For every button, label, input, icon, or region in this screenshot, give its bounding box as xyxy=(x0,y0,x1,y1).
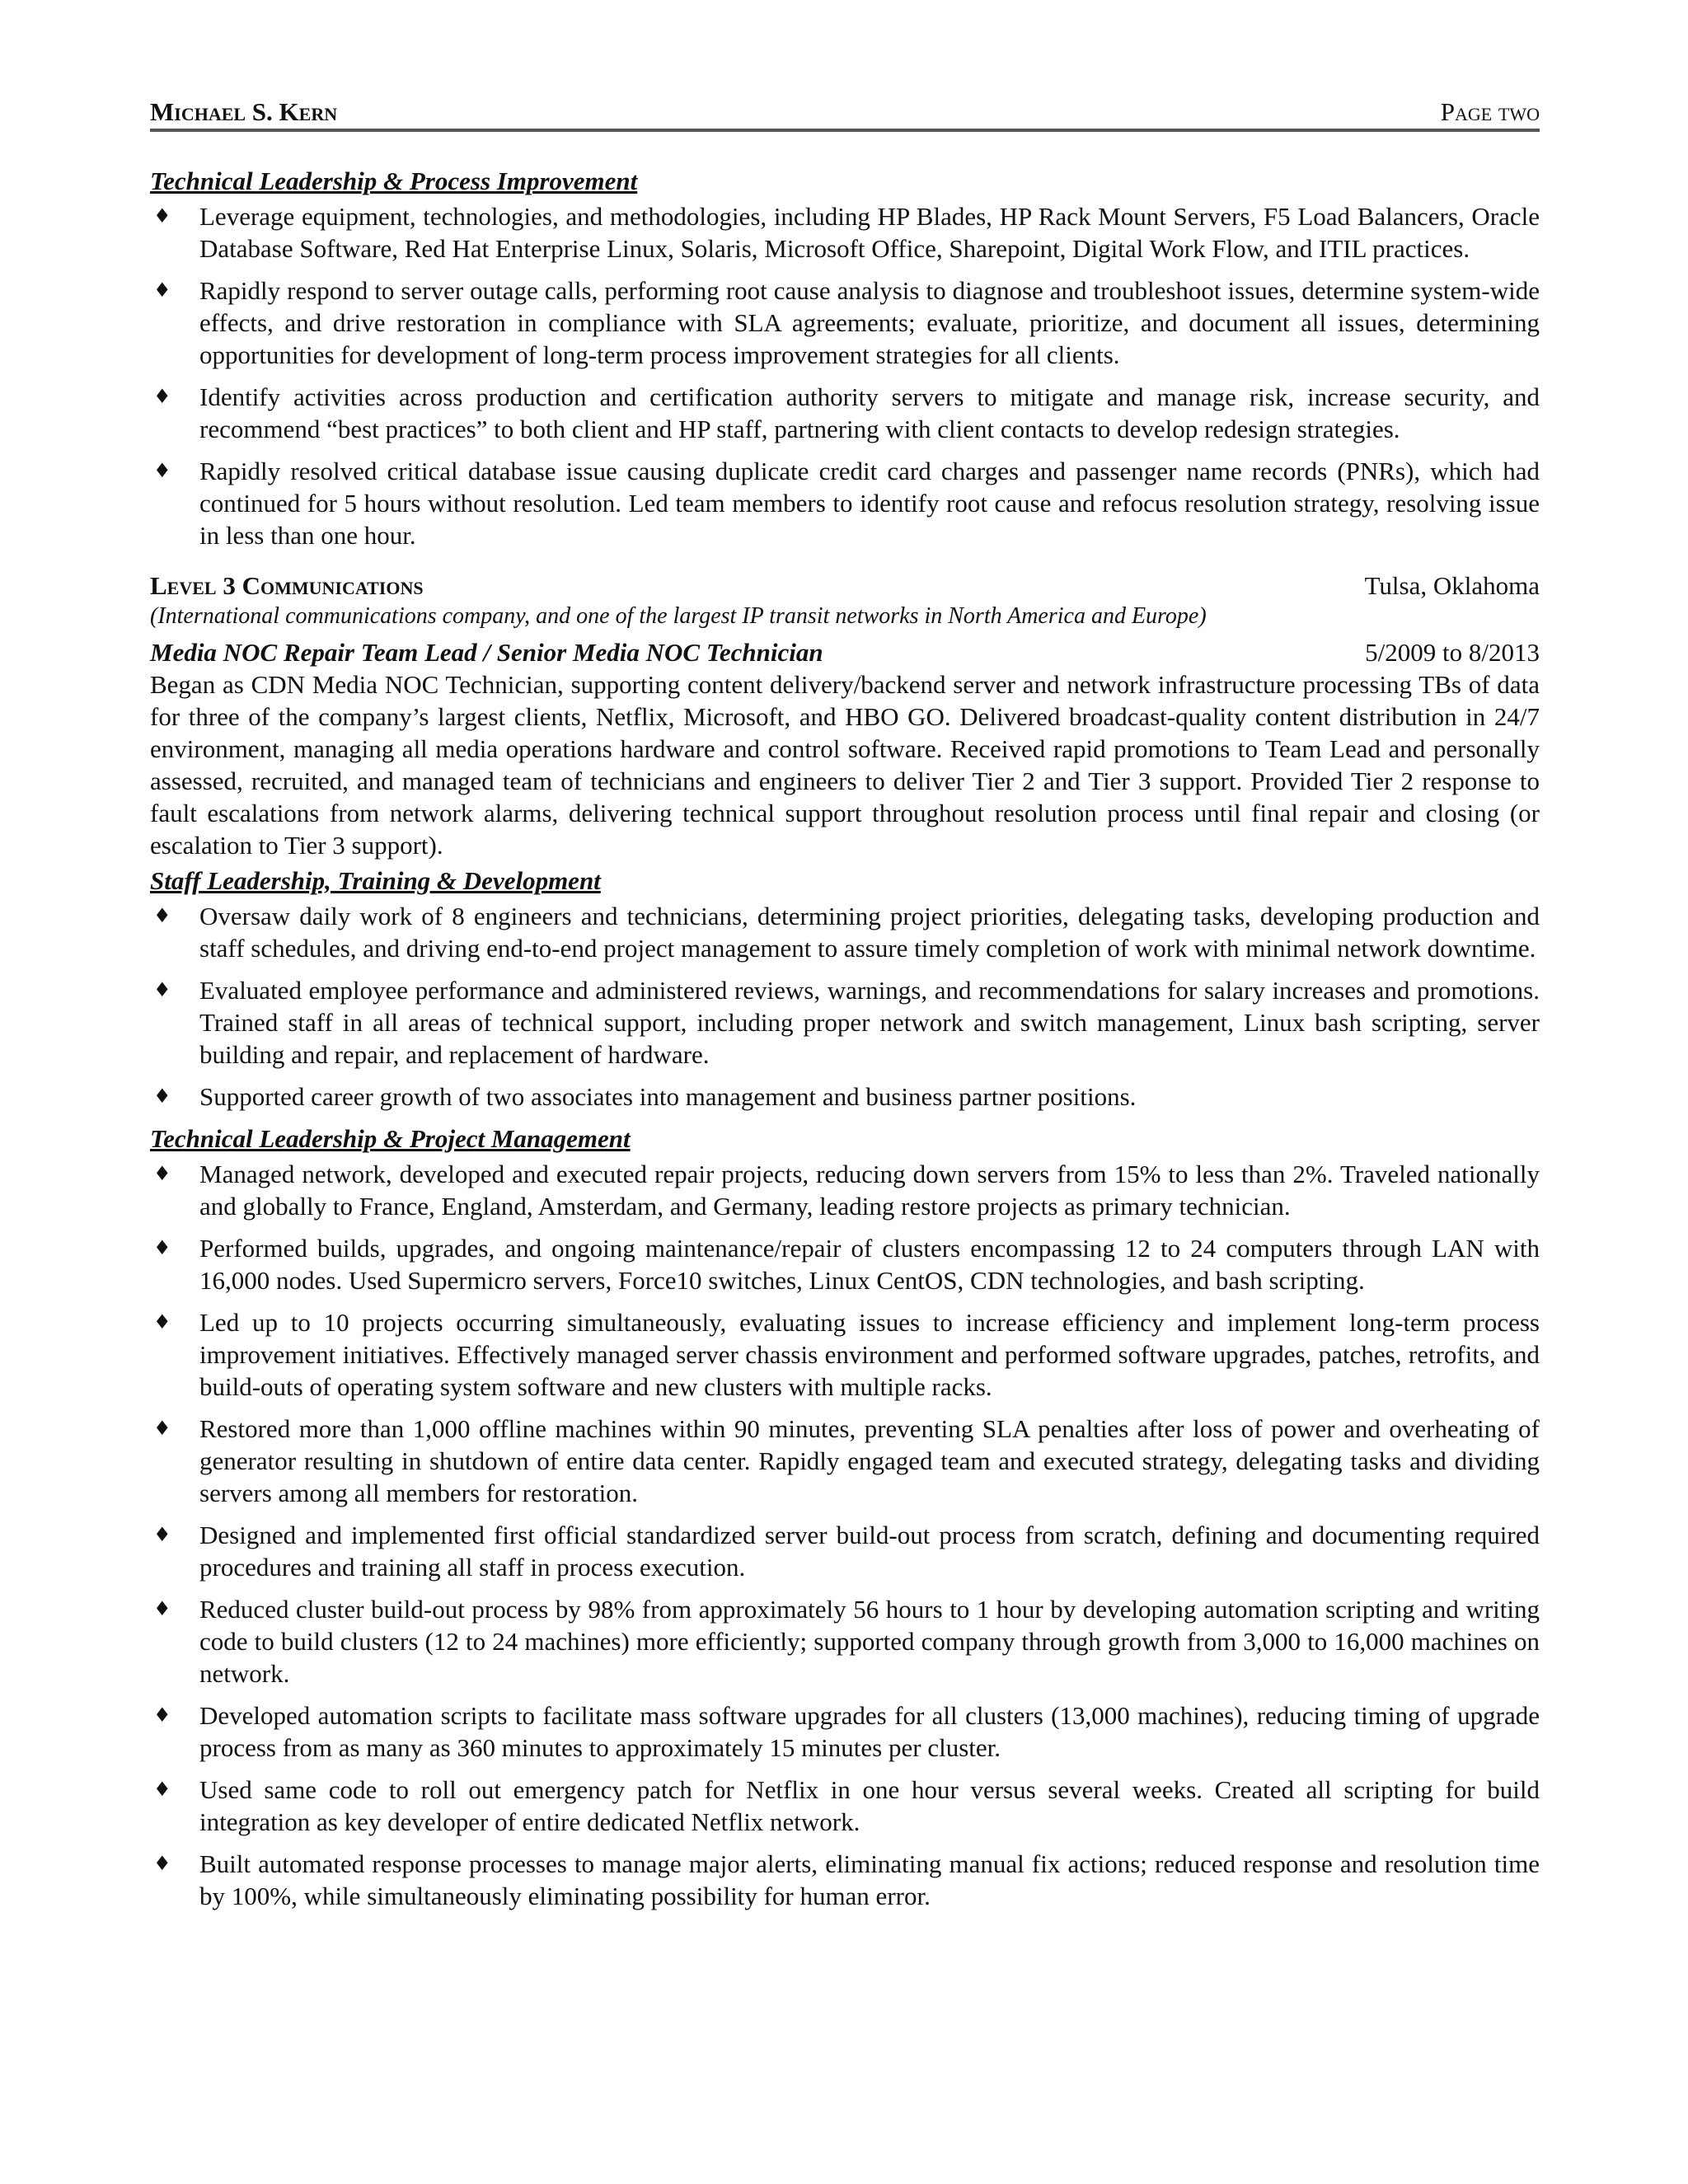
diamond-bullet-icon: ♦ xyxy=(153,1778,171,1801)
list-item: ♦ Rapidly respond to server outage calls, performing root cause analysis to diagnose and troubleshoot issues, determine system-wide effects, and drive restoration in compliance with SLA agreements; evaluate, prioritize, and document all issues, determining opportunities for development of long-term process improvement strategies for all clients. xyxy=(153,276,1540,369)
project-management-list xyxy=(150,1158,1540,1912)
list-item: ♦ Managed network, developed and executed repair projects, reducing down servers from 15% to less than 2%. Traveled nationally and globally to France, England, Amsterdam, and Germany, leading restore projects as primary technician. xyxy=(153,1160,1540,1221)
diamond-bullet-icon: ♦ xyxy=(153,1417,171,1440)
list-item: ♦ Reduced cluster build-out process by 98% from approximately 56 hours to 1 hour by developing automation scripting and writing code to build clusters (12 to 24 machines) more efficiently; supported company through growth from 3,000 to 16,000 machines on network. xyxy=(153,1595,1540,1688)
list-item: ♦ Built automated response processes to manage major alerts, eliminating manual fix actions; reduced response and resolution time by 100%, while simultaneously eliminating possibility for human error. xyxy=(153,1849,1540,1910)
list-item: ♦ Designed and implemented first official standardized server build-out process from scratch, defining and documenting required procedures and training all staff in process execution. xyxy=(153,1521,1540,1582)
diamond-bullet-icon: ♦ xyxy=(153,1597,171,1620)
list-item: ♦ Restored more than 1,000 offline machines within 90 minutes, preventing SLA penalties after loss of power and overheating of generator resulting in shutdown of entire data center. Rapidly engaged team and executed strategy, delegating tasks and dividing servers among all members for restoration. xyxy=(153,1414,1540,1507)
role-dates: 5/2009 to 8/2013 xyxy=(1365,638,1540,667)
role-row xyxy=(150,636,1540,668)
page-number-label: Page two xyxy=(1440,97,1540,126)
list-item: ♦ Oversaw daily work of 8 engineers and technicians, determining project priorities, delegating tasks, developing production and staff schedules, and driving end-to-end project management to assure timely completion of work with minimal network downtime. xyxy=(153,902,1540,963)
diamond-bullet-icon: ♦ xyxy=(153,1310,171,1333)
company-description: (International communications company, and one of the largest IP transit networks in North America and Europe) xyxy=(150,603,1207,629)
diamond-bullet-icon: ♦ xyxy=(153,204,171,227)
diamond-bullet-icon: ♦ xyxy=(153,978,171,1001)
diamond-bullet-icon: ♦ xyxy=(153,1236,171,1259)
role-title: Media NOC Repair Team Lead / Senior Media NOC Technician xyxy=(150,638,823,667)
list-item: ♦ Performed builds, upgrades, and ongoing maintenance/repair of clusters encompassing 12 to 24 computers through LAN with 16,000 nodes. Used Supermicro servers, Force10 switches, Linux CentOS, CDN technologies, and bash scripting. xyxy=(153,1234,1540,1295)
diamond-bullet-icon: ♦ xyxy=(153,459,171,482)
page-header xyxy=(150,97,1540,132)
list-item: ♦ Used same code to roll out emergency patch for Netflix in one hour versus several weeks. Created all scripting for build integration as key developer of entire dedicated Netflix network. xyxy=(153,1775,1540,1836)
diamond-bullet-icon: ♦ xyxy=(153,1704,171,1727)
company-name: Level 3 Communications xyxy=(150,571,424,600)
role-summary: Began as CDN Media NOC Technician, supporting content delivery/backend server and network infrastructure processing TBs of data for three of the company’s largest clients, Netflix, Microsoft, and HBO GO. Delivered broadcast-quality content distribution in 24/7 environment, managing all media operations hardware and control software. Received rapid promotions to Team Lead and personally assessed, recruited, and managed team of technicians and engineers to deliver Tier 2 and Tier 3 support. Provided Tier 2 response to fault escalations from network alarms, delivering technical support throughout resolution process until final repair and closing (or escalation to Tier 3 support). xyxy=(150,670,1540,860)
list-item: ♦ Supported career growth of two associates into management and business partner positions. xyxy=(153,1082,1137,1111)
company-location: Tulsa, Oklahoma xyxy=(1364,571,1540,600)
section-heading-process-improvement: Technical Leadership & Process Improvement xyxy=(150,166,638,195)
list-item: ♦ Evaluated employee performance and administered reviews, warnings, and recommendations for salary increases and promotions. Trained staff in all areas of technical support, including proper network and switch management, Linux bash scripting, server building and repair, and replacement of hardware. xyxy=(153,976,1540,1069)
candidate-name: Michael S. Kern xyxy=(150,97,338,126)
section-heading-staff-leadership: Staff Leadership, Training & Development xyxy=(150,866,601,895)
diamond-bullet-icon: ♦ xyxy=(153,1852,171,1875)
list-item: ♦ Leverage equipment, technologies, and methodologies, including HP Blades, HP Rack Mount Servers, F5 Load Balancers, Oracle Database Software, Red Hat Enterprise Linux, Solaris, Microsoft Office, Sharepoint, Digital Work Flow, and ITIL practices. xyxy=(153,202,1540,263)
diamond-bullet-icon: ♦ xyxy=(153,1523,171,1546)
diamond-bullet-icon: ♦ xyxy=(153,385,171,408)
staff-leadership-list xyxy=(150,900,1540,1113)
company-row xyxy=(150,569,1540,602)
section-heading-project-management: Technical Leadership & Project Management xyxy=(150,1124,631,1153)
diamond-bullet-icon: ♦ xyxy=(153,1162,171,1185)
list-item: ♦ Developed automation scripts to facilitate mass software upgrades for all clusters (13,000 machines), reducing timing of upgrade process from as many as 360 minutes to approximately 15 minutes per cluster. xyxy=(153,1701,1540,1762)
list-item: ♦ Identify activities across production and certification authority servers to mitigate and manage risk, increase security, and recommend “best practices” to both client and HP staff, partnering with client contacts to develop redesign strategies. xyxy=(153,382,1540,443)
diamond-bullet-icon: ♦ xyxy=(153,904,171,927)
list-item: ♦ Rapidly resolved critical database issue causing duplicate credit card charges and passenger name records (PNRs), which had continued for 5 hours without resolution. Led team members to identify root cause and refocus resolution strategy, resolving issue in less than one hour. xyxy=(153,457,1540,550)
resume-page xyxy=(150,97,1540,1922)
diamond-bullet-icon: ♦ xyxy=(153,279,171,302)
diamond-bullet-icon: ♦ xyxy=(153,1085,171,1108)
process-improvement-list xyxy=(150,200,1540,551)
list-item: ♦ Led up to 10 projects occurring simultaneously, evaluating issues to increase efficiency and implement long-term process improvement initiatives. Effectively managed server chassis environment and performed software upgrades, patches, retrofits, and build-outs of operating system software and new clusters with multiple racks. xyxy=(153,1308,1540,1401)
